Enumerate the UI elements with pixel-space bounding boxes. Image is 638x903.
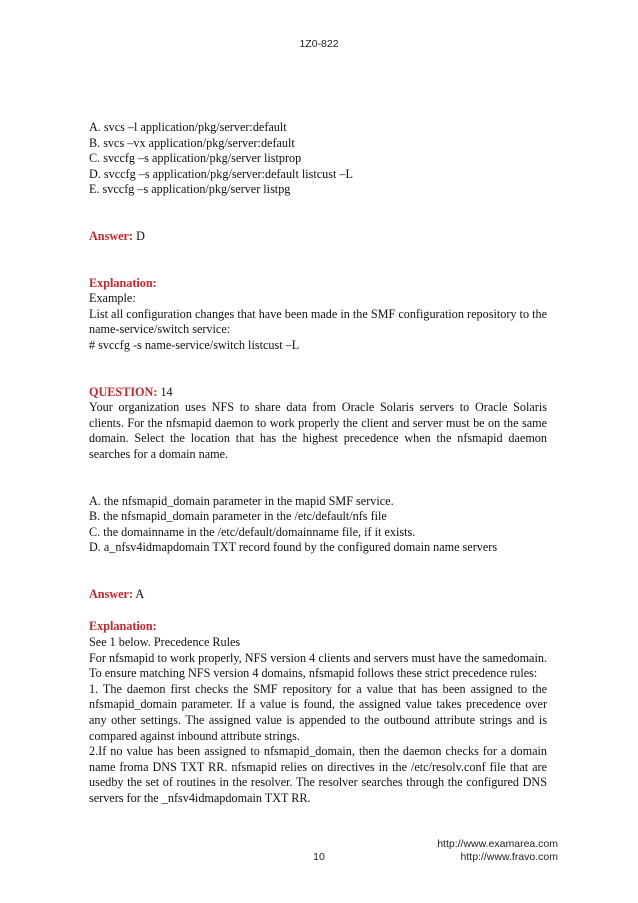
q14-explanation-line: 1. The daemon first checks the SMF repository for a value that has been assigned to the nfsmapid_domain parameter. If a value is found, the assigned value takes precedence over any other settings. The assigned value is appended to the outbound attribute strings and is compared against inbound attribute strings. <box>89 681 547 743</box>
page-header: 1Z0-822 <box>299 38 339 50</box>
q13-option-d: D. svccfg –s application/pkg/server:default listcust –L <box>89 166 353 181</box>
q13-option-c: C. svccfg –s application/pkg/server listprop <box>89 151 302 166</box>
q14-question <box>89 385 547 463</box>
q13-answer <box>89 229 547 245</box>
q13-option-e: E. svccfg –s application/pkg/server listpg <box>89 182 291 197</box>
q13-option-b: B. svcs –vx application/pkg/server:default <box>89 135 295 150</box>
q14-explanation-line: For nfsmapid to work properly, NFS version 4 clients and servers must have the samedomain. To ensure matching NFS version 4 domains, nfsmapid follows these strict precedence rules: <box>89 650 547 681</box>
q14-answer-value: A <box>135 586 145 601</box>
q14-explanation-line: 2.If no value has been assigned to nfsmapid_domain, then the daemon checks for a domain name froma DNS TXT RR. nfsmapid relies on directives in the /etc/resolv.conf file that are usedby the set of routines in the resolver. The resolver searches through the configured DNS servers for the _nfsv4idmapdomain TXT RR. <box>89 744 547 805</box>
q14-options-list <box>89 494 547 556</box>
q14-question-number: 14 <box>160 384 173 399</box>
q14-explanation <box>89 619 547 806</box>
q14-option-b: B. the nfsmapid_domain parameter in the /etc/default/nfs file <box>89 509 387 524</box>
q14-answer <box>89 587 547 603</box>
q14-explanation-label: Explanation: <box>89 619 157 634</box>
q13-explanation-line: List all configuration changes that have been made in the SMF configuration repository to the name-service/switch service: <box>89 306 547 337</box>
page-content <box>89 120 547 807</box>
q14-explanation-line: See 1 below. Precedence Rules <box>89 635 241 650</box>
q14-answer-label: Answer: <box>89 586 134 601</box>
q14-option-a: A. the nfsmapid_domain parameter in the mapid SMF service. <box>89 493 394 508</box>
q13-explanation <box>89 276 547 354</box>
q13-answer-value: D <box>136 228 145 243</box>
q14-question-label: QUESTION: <box>89 384 158 399</box>
q13-answer-label: Answer: <box>89 228 134 243</box>
q14-question-text: Your organization uses NFS to share data from Oracle Solaris servers to Oracle Solaris clients. For the nfsmapid daemon to work properly the client and server must be on the same domain. Select the location that has the highest precedence when the nfsmapid daemon searches for a domain name. <box>89 400 547 461</box>
q14-option-d: D. a_nfsv4idmapdomain TXT record found by the configured domain name servers <box>89 540 498 555</box>
q13-explanation-line: Example: <box>89 291 136 306</box>
q13-options-list <box>89 120 547 198</box>
footer-link-fravo[interactable]: http://www.fravo.com <box>460 851 558 863</box>
page-number: 10 <box>313 851 325 863</box>
footer-link-examarea[interactable]: http://www.examarea.com <box>437 838 558 850</box>
q13-explanation-line: # svccfg -s name-service/switch listcust –L <box>89 337 300 352</box>
q13-explanation-label: Explanation: <box>89 275 157 290</box>
q14-option-c: C. the domainname in the /etc/default/domainname file, if it exists. <box>89 524 416 539</box>
q13-option-a: A. svcs –l application/pkg/server:default <box>89 120 287 134</box>
